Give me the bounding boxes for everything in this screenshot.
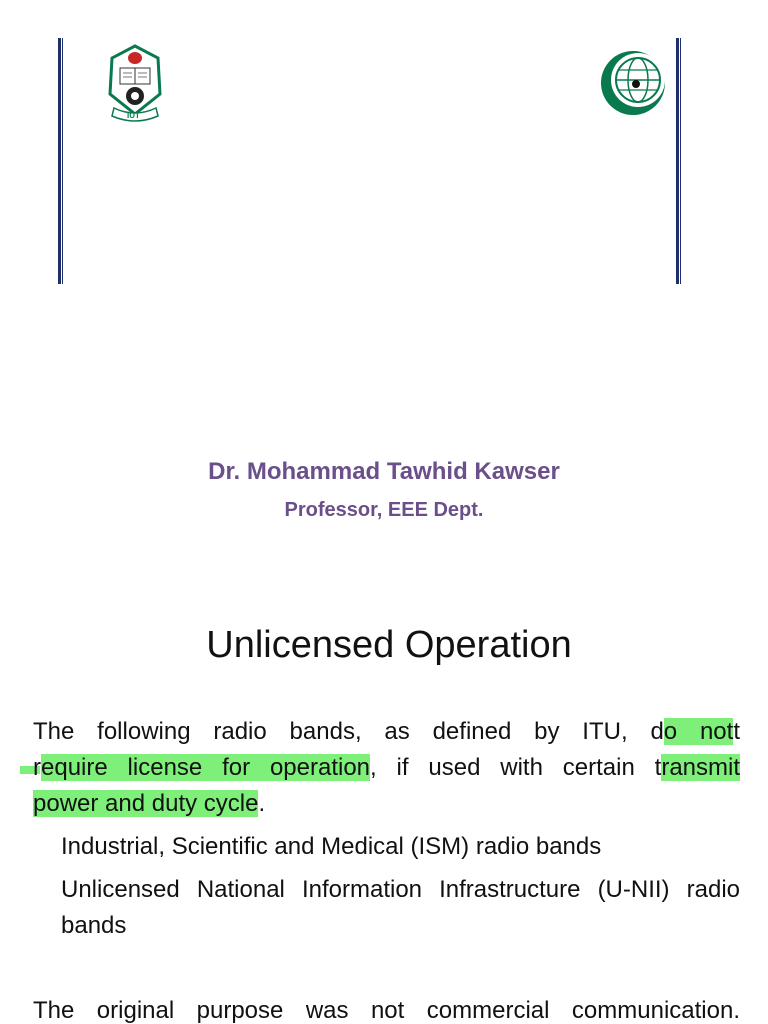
- list-item: Industrial, Scientific and Medical (ISM) radio bands: [61, 833, 602, 860]
- oic-globe-logo: [600, 50, 666, 116]
- highlighted-text: o not: [663, 718, 734, 745]
- author-name: Dr. Mohammad Tawhid Kawser: [208, 458, 560, 485]
- left-border-bar: [58, 38, 64, 284]
- intro-text: r: [33, 754, 41, 781]
- iut-crest-logo: [106, 44, 164, 128]
- slide-title: Unlicensed Operation: [206, 624, 572, 666]
- intro-text: .: [258, 790, 266, 817]
- intro-paragraph: [33, 714, 740, 822]
- highlighted-text: ransmit: [661, 754, 741, 781]
- closing-paragraph: The original purpose was not commercial communication.: [33, 997, 740, 1024]
- intro-text: t: [733, 718, 740, 745]
- intro-line-1: [33, 714, 740, 750]
- intro-line-3: [33, 786, 740, 822]
- logo-left-text: IUT: [127, 111, 140, 120]
- right-border-bar: [676, 38, 682, 284]
- intro-line-2: [33, 750, 740, 786]
- highlighted-text: equire license for operation: [41, 754, 371, 781]
- author-affiliation: Professor, EEE Dept.: [284, 499, 484, 521]
- highlighted-text: power and duty cycle: [33, 790, 259, 817]
- intro-text: The following radio bands, as defined by ITU, d: [33, 718, 664, 745]
- list-item: Unlicensed National Information Infrastructure (U-NII) radio bands: [61, 876, 740, 939]
- intro-text: , if used with certain t: [370, 754, 662, 781]
